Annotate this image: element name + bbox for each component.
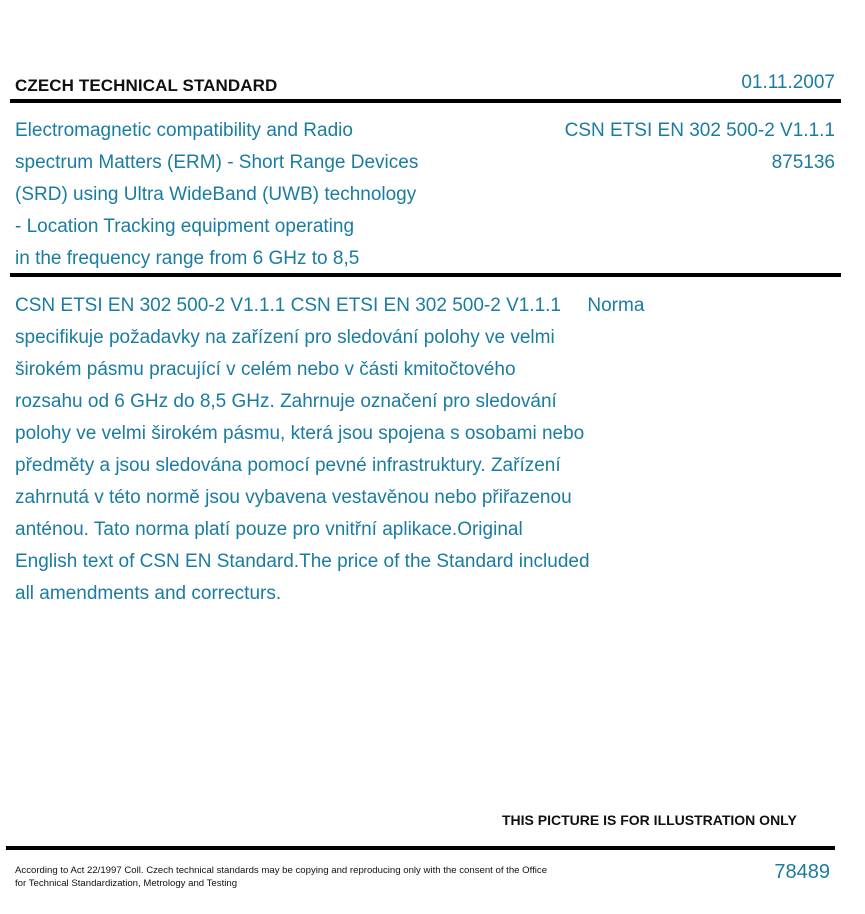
document-type-title: CZECH TECHNICAL STANDARD [15, 76, 278, 95]
illustration-note: THIS PICTURE IS FOR ILLUSTRATION ONLY [502, 812, 797, 828]
abstract-line: zahrnutá v této normě jsou vybavena vestavěnou nebo přiřazenou [15, 487, 572, 508]
publication-date: 01.11.2007 [741, 72, 835, 93]
footer-divider [6, 846, 835, 850]
abstract-line: CSN ETSI EN 302 500-2 V1.1.1 CSN ETSI EN 302 500-2 V1.1.1 Norma [15, 295, 645, 316]
legal-line: for Technical Standardization, Metrology and Testing [15, 878, 238, 889]
abstract-line: specifikuje požadavky na zařízení pro sledování polohy ve velmi [15, 327, 555, 348]
abstract-line: širokém pásmu pracující v celém nebo v části kmitočtového [15, 359, 516, 380]
abstract-line: předměty a jsou sledována pomocí pevné infrastruktury. Zařízení [15, 455, 561, 476]
catalog-number: 875136 [771, 152, 835, 173]
standard-title [15, 115, 495, 275]
abstract-line: rozsahu od 6 GHz do 8,5 GHz. Zahrnuje označení pro sledování [15, 391, 557, 412]
abstract-line: all amendments and correcturs. [15, 583, 282, 604]
legal-line: According to Act 22/1997 Coll. Czech technical standards may be copying and reproducing only with the consent of the Office [15, 865, 548, 876]
legal-notice [15, 864, 615, 890]
abstract-text [15, 290, 735, 610]
title-divider [10, 273, 841, 277]
abstract-line: English text of CSN EN Standard.The price of the Standard included [15, 551, 590, 572]
header-divider [10, 99, 841, 103]
standard-title-line: Electromagnetic compatibility and Radio [15, 120, 353, 141]
standard-title-line: (SRD) using Ultra WideBand (UWB) technology [15, 184, 417, 205]
abstract-line: polohy ve velmi širokém pásmu, která jsou spojena s osobami nebo [15, 423, 585, 444]
standard-designation: CSN ETSI EN 302 500-2 V1.1.1 [564, 120, 835, 141]
standard-title-line: in the frequency range from 6 GHz to 8,5 [15, 248, 360, 269]
standard-identifier [565, 115, 835, 179]
abstract-line: anténou. Tato norma platí pouze pro vnitřní aplikace.Original [15, 519, 523, 540]
standard-title-line: spectrum Matters (ERM) - Short Range Devices [15, 152, 419, 173]
document-code: 78489 [774, 861, 830, 883]
standard-title-line: - Location Tracking equipment operating [15, 216, 355, 237]
